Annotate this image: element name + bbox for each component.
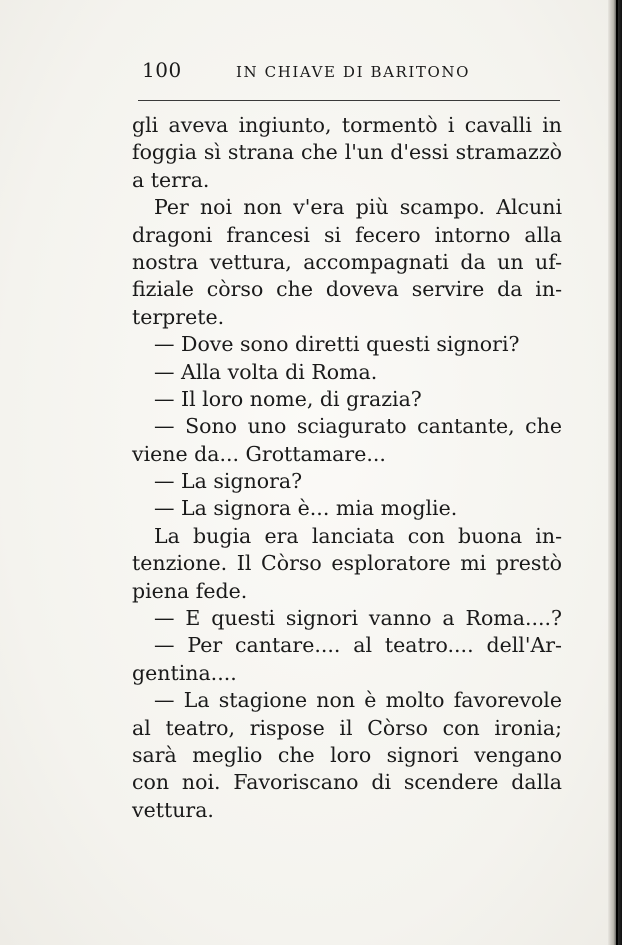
text-line: nostra vettura, accompagnati da un uf- [132, 249, 562, 274]
book-spine-edge [608, 0, 622, 945]
text-line: foggia sì strana che l'un d'essi stramazzò [132, 140, 562, 165]
text-line: viene da... Grottamare... [132, 441, 386, 466]
text-line: vettura. [132, 797, 214, 822]
book-spine-line [616, 0, 618, 945]
body-text [132, 112, 562, 824]
text-line: — La signora? [154, 469, 303, 494]
text-line: piena fede. [132, 578, 248, 603]
text-line: gli aveva ingiunto, tormentò i cavalli in [132, 113, 562, 137]
text-line: La bugia era lanciata con buona in- [154, 523, 562, 548]
text-line: dragoni francesi si fecero intorno alla [132, 222, 562, 247]
header-rule [138, 100, 560, 101]
text-line: — Il loro nome, di grazia? [154, 386, 422, 411]
text-line: terprete. [132, 304, 225, 329]
text-line: con noi. Favoriscano di scendere dalla [132, 770, 562, 795]
text-line: gentina.... [132, 660, 237, 685]
text-line: fiziale còrso che doveva servire da in- [132, 277, 562, 302]
text-line: — Dove sono diretti questi signori? [154, 332, 520, 357]
page-header [140, 58, 560, 86]
text-line: — Alla volta di Roma. [154, 359, 378, 384]
text-line: — E questi signori vanno a Roma....? [154, 606, 562, 631]
text-line: al teatro, rispose il Còrso con ironia; [132, 715, 562, 740]
text-line: tenzione. Il Còrso esploratore mi prestò [132, 551, 562, 576]
text-line: — La stagione non è molto favorevole [154, 688, 562, 713]
text-line: — Sono uno sciagurato cantante, che [154, 414, 562, 439]
text-line: Per noi non v'era più scampo. Alcuni [154, 195, 562, 220]
text-line: — La signora è... mia moglie. [154, 496, 458, 521]
text-line: a terra. [132, 167, 210, 192]
text-line: — Per cantare.... al teatro.... dell'Ar- [154, 633, 562, 658]
page-number: 100 [142, 58, 182, 82]
running-title: IN CHIAVE DI BARITONO [236, 63, 471, 81]
text-line: sarà meglio che loro signori vengano [132, 742, 562, 767]
